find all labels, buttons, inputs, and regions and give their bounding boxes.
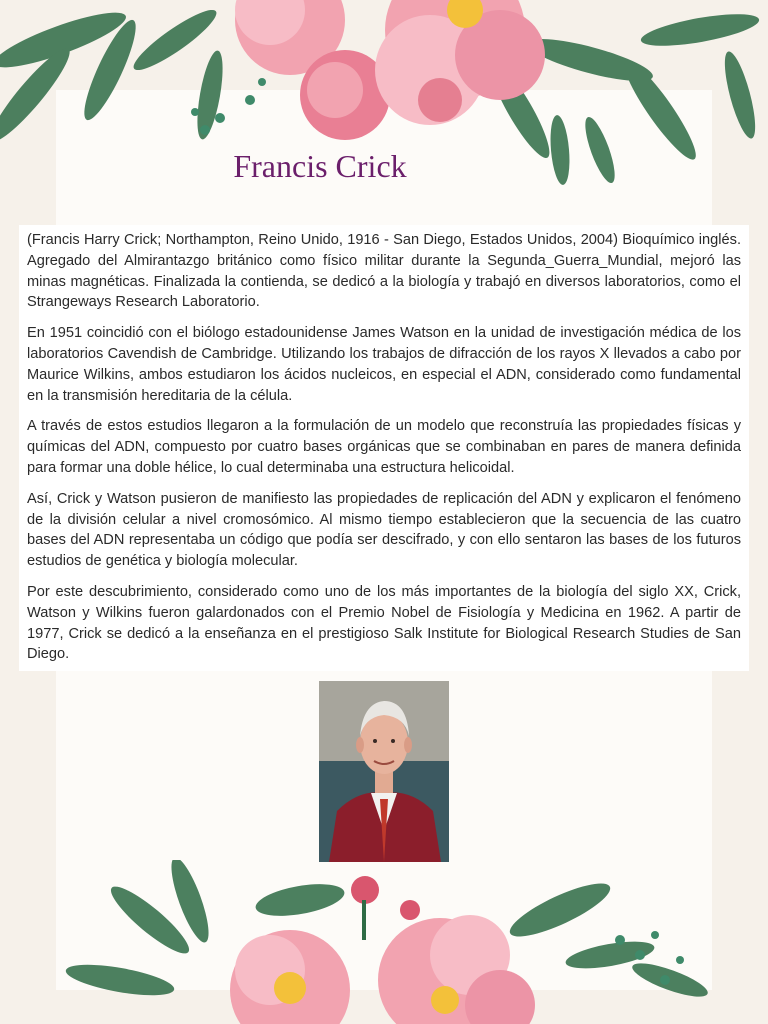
paragraph: (Francis Harry Crick; Northampton, Reino Unido, 1916 - San Diego, Estados Unidos, 2004) Bioquímico inglés. Agregado del Almirantazgo británico como físico militar durante la Segunda_Guerra_Mundial, mejoró las minas magnéticas. Finalizada la contienda, se dedicó a la biología y trabajó en diversos laboratorios, como el Strangeways Research Laboratorio.	[27, 232, 741, 311]
flower-icon	[235, 0, 545, 140]
paragraph: Así, Crick y Watson pusieron de manifiesto las propiedades de replicación del ADN y explicaron el fenómeno de la división celular a nivel cromosómico. Al mismo tiempo establecieron que la secuencia de las cuatro bases del ADN representaba un código que podía ser descifrado, y con ello sentaron las bases de los futuros estudios de genética y biología molecular.	[27, 490, 741, 570]
floral-bottom-decoration	[0, 860, 768, 1024]
biography-text	[19, 225, 749, 671]
portrait-photo	[319, 681, 449, 862]
paragraph: A través de estos estudios llegaron a la formulación de un modelo que reconstruía las propiedades físicas y químicas del ADN, compuesto por cuatro bases orgánicas que se combinaban en pares de manera definida para formar una doble hélice, lo cual determinaba una estructura helicoidal.	[27, 418, 741, 476]
paragraph: Por este descubrimiento, considerado como uno de los más importantes de la biología del siglo XX, Crick, Watson y Wilkins fueron galardonados con el Premio Nobel de Fisiología y Medicina en 1962. A partir de 1977, Crick se dedicó a la enseñanza en el prestigioso Salk Institute for Biological Research Studies de San Diego.	[27, 583, 741, 663]
page-title: Francis Crick	[233, 148, 407, 184]
paragraph: En 1951 coincidió con el biólogo estadounidense James Watson en la unidad de investigación médica de los laboratorios Cavendish de Cambridge. Utilizando los trabajos de difracción de los rayos X llevados a cabo por Maurice Wilkins, ambos estudiaron los ácidos nucleicos, en especial el ADN, considerado como fundamental en la transmisión hereditaria de la célula.	[27, 325, 741, 404]
